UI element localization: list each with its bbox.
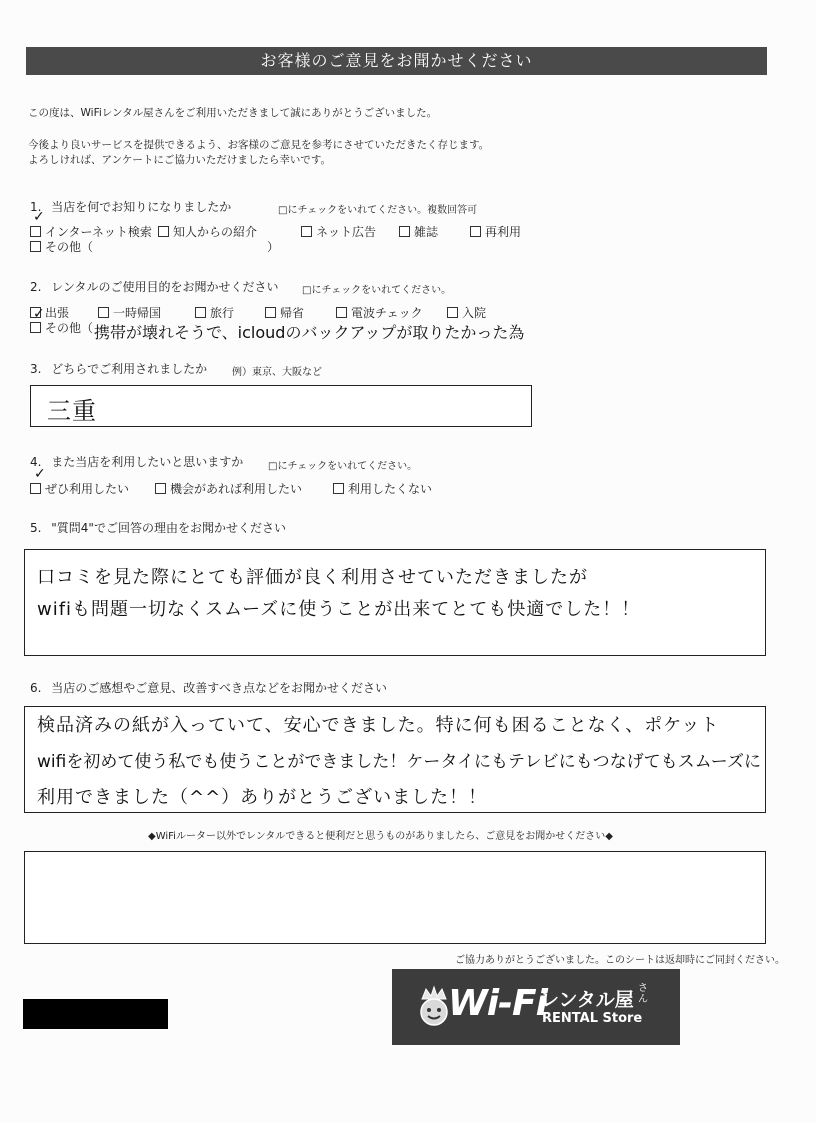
q2-option-homecoming[interactable]: 帰省 [265,304,304,321]
checkbox-icon[interactable] [447,307,458,318]
q7-answer-box[interactable] [24,851,766,944]
q2-other-answer[interactable]: 携帯が壊れそうで、icloudのバックアップが取りたかった為 [94,323,525,342]
q3-answer: 三重 [47,397,97,425]
q4-title: また当店を利用したいと思いますか [51,455,244,469]
q1-note: □にチェックをいれてください。複数回答可 [278,205,478,216]
logo-san-text: さん [638,983,648,1005]
checkbox-icon[interactable] [98,307,109,318]
q2-option-travel[interactable]: 旅行 [195,304,234,321]
checkbox-icon[interactable] [336,307,347,318]
q4-heading [30,453,243,470]
q6-answer-line-2: wifiを初めて使う私でも使うことができました！ケータイにもテレビにもつなげてもスムーズに [37,752,761,772]
q5-answer-box[interactable] [24,549,766,656]
logo-wifi-text: Wi-Fi [448,983,547,1024]
checkbox-icon[interactable] [30,241,41,252]
checkbox-icon[interactable] [333,483,344,494]
q6-title: 当店のご感想やご意見、改善すべき点などをお聞かせください [51,681,388,695]
footer-thanks: ご協力ありがとうございました。このシートは返却時にご同封ください。 [455,955,785,966]
checkbox-icon[interactable] [158,226,169,237]
checkbox-icon[interactable] [195,307,206,318]
q3-note: 例）東京、大阪など [232,367,322,378]
q1-option-net-ad[interactable]: ネット広告 [301,223,376,240]
q1-option-magazine[interactable]: 雑誌 [399,223,438,240]
q4-option-definitely[interactable]: ぜひ利用したい [30,480,129,497]
checkmark-icon: ✓ [34,466,46,482]
checkbox-icon[interactable] [301,226,312,237]
q3-heading [30,360,207,377]
q5-heading [30,519,286,536]
q2-option-other[interactable]: その他（ [30,319,93,336]
q5-answer-line-2: wifiも問題一切なくスムーズに使うことが出来てとても快適でした！！ [37,599,641,620]
q2-heading [30,278,279,295]
q2-title: レンタルのご使用目的をお聞かせください [51,280,279,294]
checkbox-icon[interactable] [470,226,481,237]
checkbox-icon[interactable] [30,322,41,333]
q4-number: 4. [30,455,42,469]
q4-option-no[interactable]: 利用したくない [333,480,432,497]
q1-heading [30,198,231,215]
checkbox-icon[interactable] [155,483,166,494]
redaction-block [23,999,168,1029]
q5-answer-line-1: 口コミを見た際にとても評価が良く利用させていただきましたが [37,567,588,588]
checkbox-icon[interactable] [30,483,41,494]
q1-option-internet[interactable]: インターネット検索 [30,223,152,240]
intro-line-3: よろしければ、アンケートにご協力いただけましたら幸いです。 [28,154,332,166]
q7-title: ◆WiFiルーター以外でレンタルできると便利だと思うものがありましたら、ご意見をお聞かせください◆ [148,831,613,842]
q4-note: □にチェックをいれてください。 [268,461,418,472]
q6-answer-line-1: 検品済みの紙が入っていて、安心できました。特に何も困ることなく、ポケット [37,715,720,736]
q1-option-reuse[interactable]: 再利用 [470,223,521,240]
q1-other-close: ） [267,240,280,254]
q3-answer-box[interactable] [30,385,532,427]
q4-option-if-chance[interactable]: 機会があれば利用したい [155,480,302,497]
q2-number: 2. [30,280,42,294]
q2-option-business[interactable]: 出張 [30,304,69,321]
intro-line-1: この度は、WiFiレンタル屋さんをご利用いただきまして誠にありがとうございました。 [28,107,438,119]
q1-title: 当店を何でお知りになりましたか [51,200,232,214]
checkbox-icon[interactable] [265,307,276,318]
q3-title: どちらでご利用されましたか [51,362,208,376]
q5-number: 5. [30,521,42,535]
q1-number: 1. [30,200,42,214]
q3-number: 3. [30,362,42,376]
q2-option-signal-check[interactable]: 電波チェック [336,304,423,321]
q6-answer-line-3: 利用できました（^^）ありがとうございました！！ [37,787,488,808]
q6-heading [30,679,387,696]
checkbox-icon[interactable] [30,226,41,237]
page-title: お客様のご意見をお聞かせください [26,47,767,75]
checkmark-icon: ✓ [33,306,45,322]
logo-en-text: RENTAL Store [542,1011,643,1026]
intro-line-2: 今後より良いサービスを提供できるよう、お客様のご意見を参考にさせていただきたく存じます。 [28,139,490,151]
checkmark-icon: ✓ [33,209,45,225]
checkbox-icon[interactable] [399,226,410,237]
q2-option-temp-return[interactable]: 一時帰国 [98,304,161,321]
q6-answer-box[interactable] [24,706,766,813]
q1-option-friend[interactable]: 知人からの紹介 [158,223,257,240]
q6-number: 6. [30,681,42,695]
logo-jp-text: レンタル屋 [540,989,634,1011]
q5-title: "質問4"でご回答の理由をお聞かせください [51,521,286,535]
q1-option-other[interactable]: その他（ [30,238,93,255]
q2-option-hospital[interactable]: 入院 [447,304,486,321]
store-logo [392,969,680,1045]
q2-note: □にチェックをいれてください。 [302,285,452,296]
